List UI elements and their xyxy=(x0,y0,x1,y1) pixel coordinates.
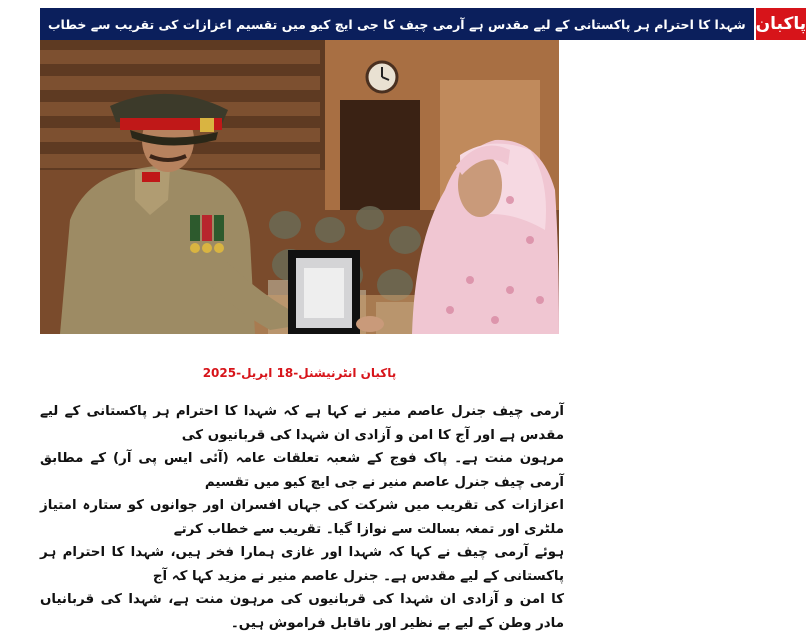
article-line: اعزازات کی تقریب میں شرکت کی جہاں افسران اور جوانوں کو ستارہ امتیاز ملٹری اور تمغہ بسالت سے نوازا گیا۔ تقریب سے خطاب کرتے xyxy=(40,498,564,537)
article-line: ہوئے آرمی چیف نے کہا کہ شہدا اور غازی ہمارا فخر ہیں، شہدا کا احترام ہر پاکستانی کے لیے مقدس ہے۔ جنرل عاصم منیر نے مزید کہا کہ آج xyxy=(40,545,564,584)
headline: شہدا کا احترام ہر پاکستانی کے لیے مقدس ہے آرمی چیف کا جی ایچ کیو میں تقسیم اعزازات کی تقریب سے خطاب xyxy=(40,8,754,40)
article-line: آرمی چیف جنرل عاصم منیر نے کہا ہے کہ شہدا کا احترام ہر پاکستانی کے لیے مقدس ہے اور آج کا امن و آزادی ان شہدا کی قربانیوں کی xyxy=(40,404,564,443)
article-body xyxy=(40,400,564,635)
header-bar xyxy=(40,8,806,40)
award-ceremony-photo xyxy=(40,40,559,334)
article-line: کا امن و آزادی ان شہدا کی قربانیوں کی مرہون منت ہے، شہدا کی قربانیاں مادر وطن کے لیے بے نظیر اور ناقابل فراموش ہیں۔ xyxy=(40,592,564,631)
article-line: مرہون منت ہے۔ پاک فوج کے شعبہ تعلقات عامہ (آئی ایس پی آر) کے مطابق آرمی چیف جنرل عاصم منیر نے جی ایچ کیو میں تقسیم xyxy=(40,451,564,490)
article-dateline: پاکبان انٹرنیشنل-18 اپریل-2025 xyxy=(202,366,397,380)
brand-logo: پاکبان xyxy=(754,8,806,40)
